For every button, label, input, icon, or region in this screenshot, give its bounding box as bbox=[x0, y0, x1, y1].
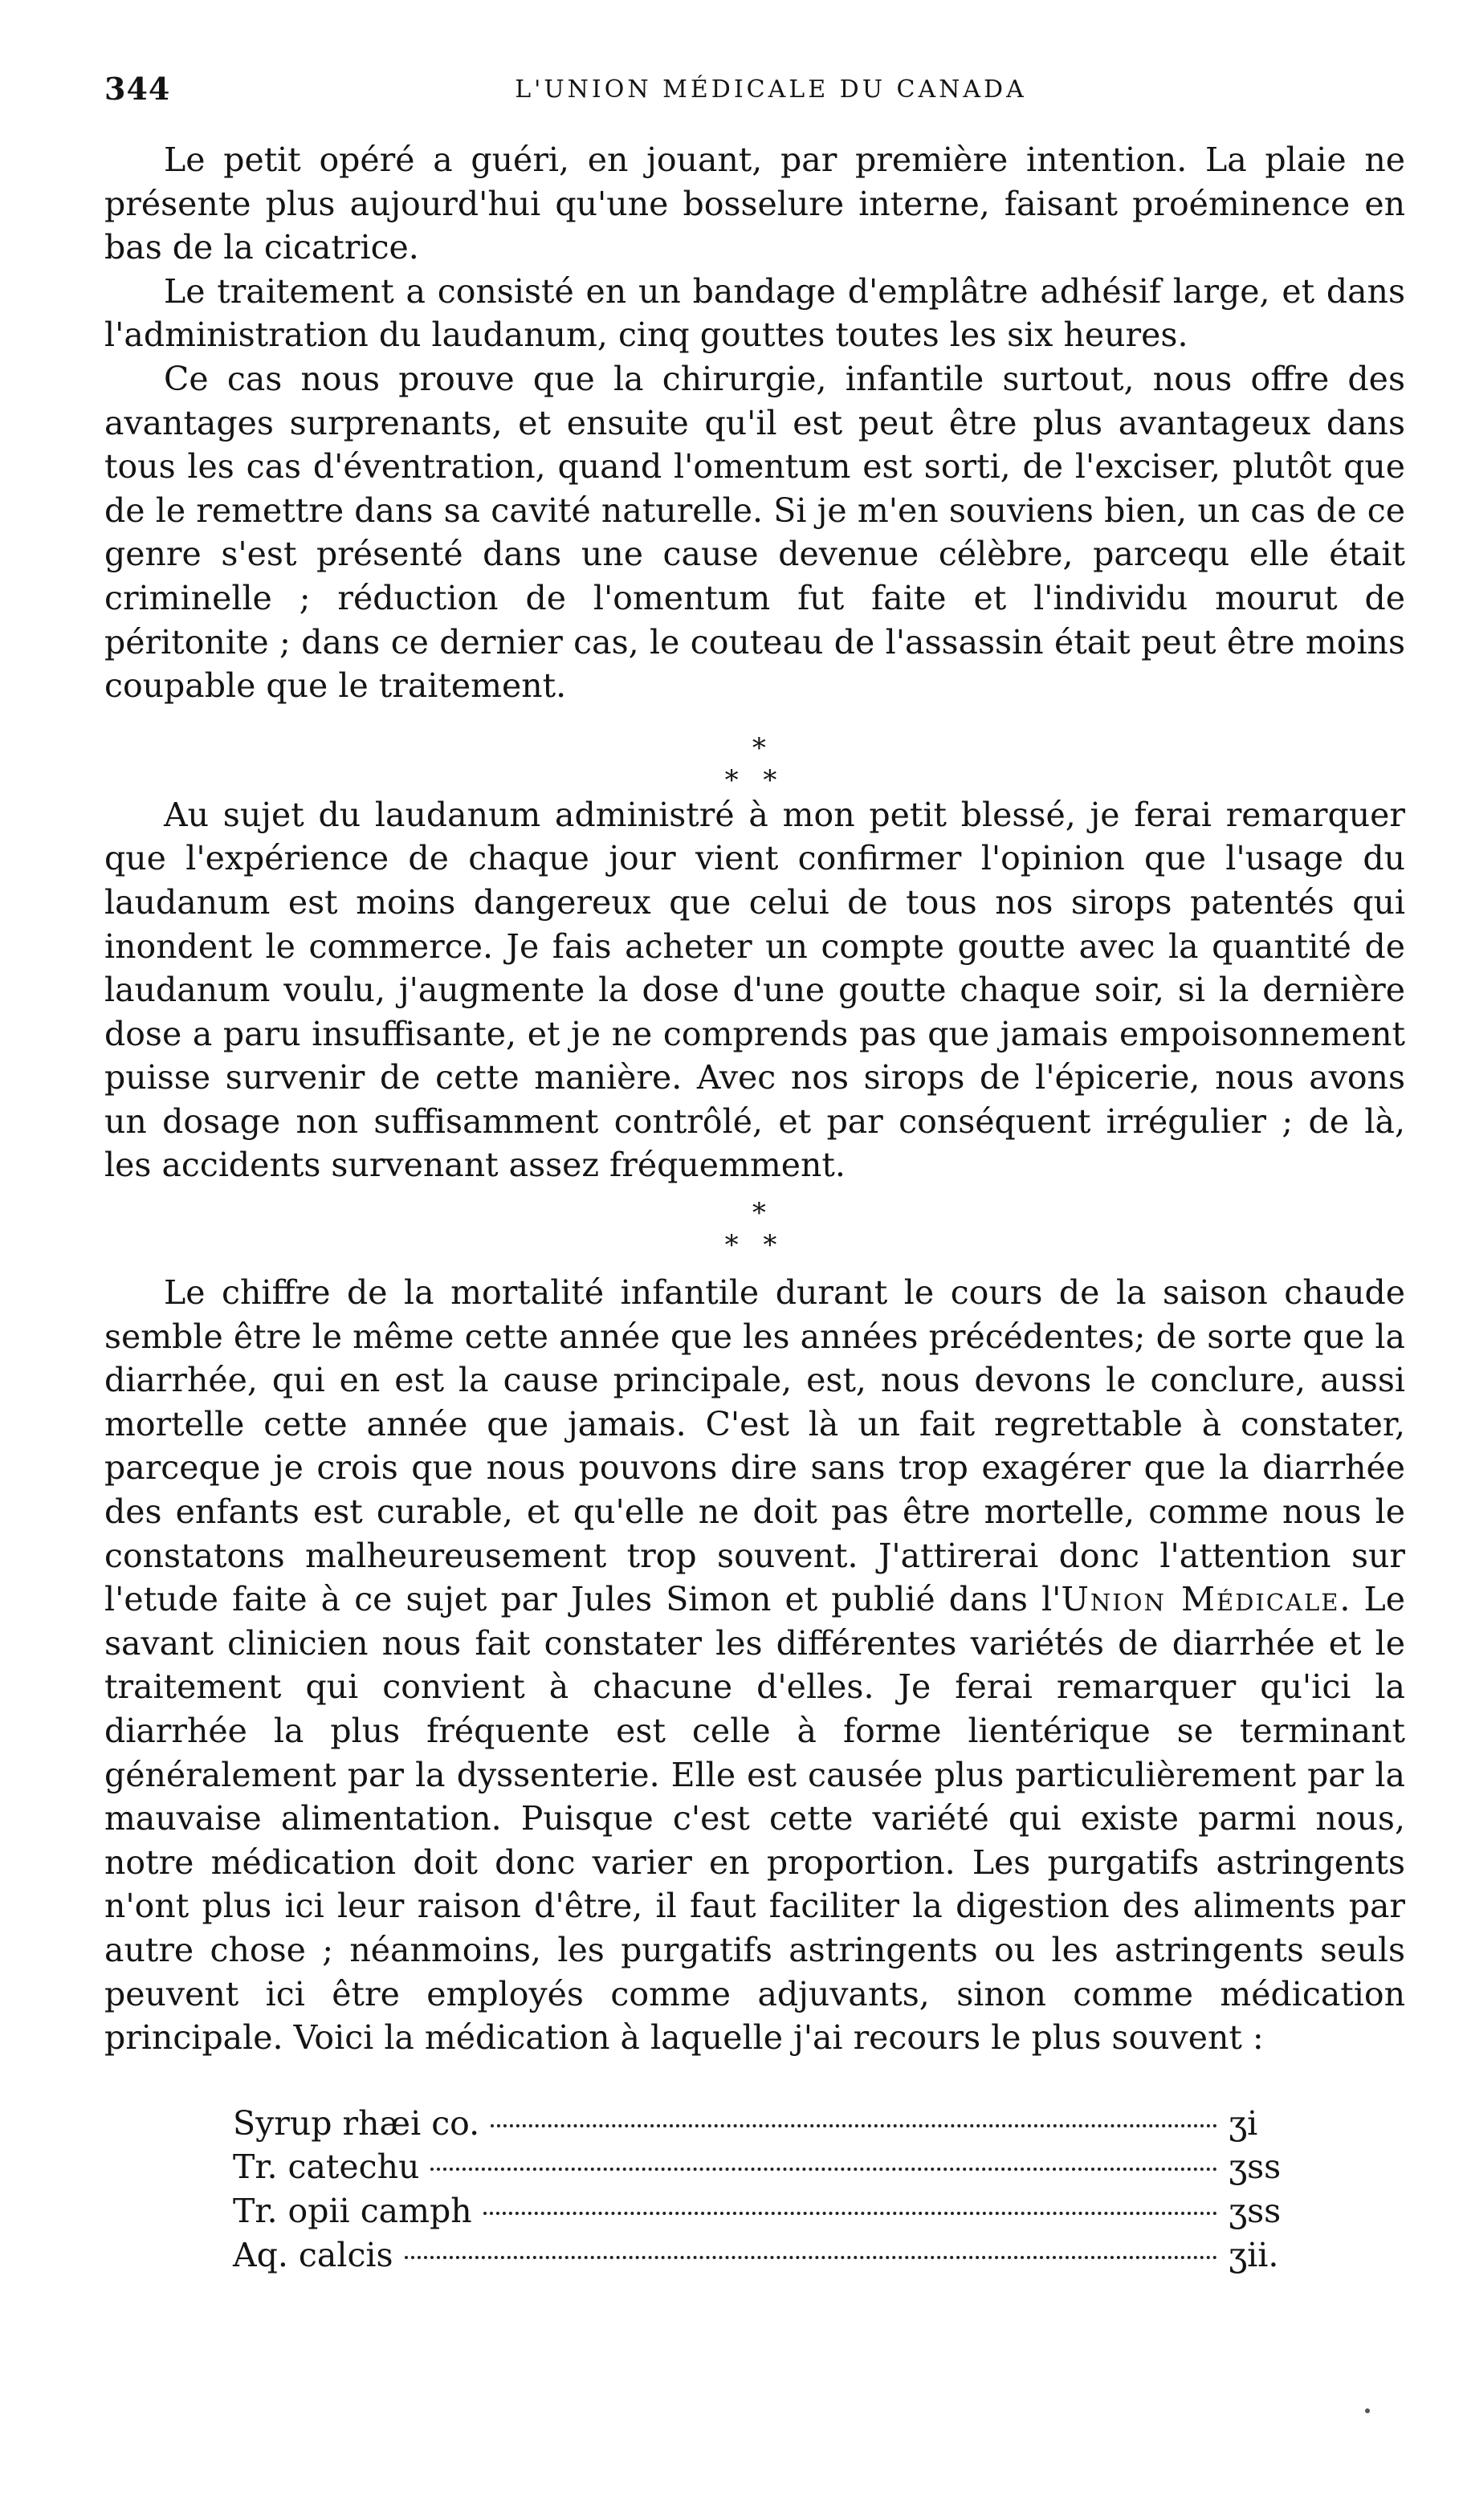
ingredient-quantity: ʒss bbox=[1229, 2191, 1282, 2230]
paragraph-laudanum: Au sujet du laudanum administré à mon petit blessé, je ferai remarquer que l'expérience de chaque jour vient confirmer l'opinion que l'usage du laudanum est moins dangereux que celui de tous nos sirops patentés qui inondent le commerce. Je fais acheter un compte goutte avec la quantité de laudanum voulu, j'augmente la dose d'une goutte chaque soir, si la dernière dose a paru insuffisante, et je ne comprends pas que jamais empoisonnement puisse survenir de cette manière. Avec nos sirops de l'épicerie, nous avons un dosage non suffisamment contrôlé, et par conséquent irrégulier ; de là, les accidents survenant assez fréquemment. bbox=[104, 795, 1405, 1185]
prescription-row bbox=[233, 2189, 1301, 2233]
ingredient-name: Tr. catechu bbox=[233, 2147, 420, 2187]
paragraph-recovery: Le petit opéré a guéri, en jouant, par première intention. La plaie ne présente plus aujourd'hui qu'une bosselure interne, faisant proéminence en bas de la cicatrice. bbox=[104, 140, 1405, 267]
dot-leader bbox=[430, 2168, 1217, 2171]
ingredient-quantity: ʒii. bbox=[1229, 2235, 1279, 2274]
prescription-row bbox=[233, 2145, 1301, 2189]
ingredient-name: Syrup rhæi co. bbox=[233, 2103, 480, 2143]
paragraph-mortality bbox=[104, 1271, 1405, 2060]
ingredient-name: Tr. opii camph bbox=[233, 2191, 472, 2230]
journal-title: L'UNION MÉDICALE DU CANADA bbox=[515, 75, 1027, 104]
asterism-glyph: * * * bbox=[724, 731, 785, 796]
paragraph-treatment: Le traitement a consisté en un bandage d'emplâtre adhésif large, et dans l'administration du laudanum, cinq gouttes toutes les six heures. bbox=[104, 271, 1405, 355]
prescription-list bbox=[233, 2102, 1301, 2277]
journal-reference: Union Médicale bbox=[1061, 1580, 1340, 1619]
paragraph-mortality-continuation: . Le savant clinicien nous fait constater les différentes variétés de diarrhée et le traitement qui convient à chacune d'elles. Je ferai remarquer qu'ici la diarrhée la plus fréquente est celle à forme lientérique se terminant généralement par la dyssenterie. Elle est causée plus particulièrement par la mauvaise alimentation. Puisque c'est cette variété qui existe parmi nous, notre médication doit donc varier en proportion. Les purgatifs astringents n'ont plus ici leur raison d'être, il faut faciliter la digestion des aliments par autre chose ; néanmoins, les purgatifs astringents ou les astringents seuls peuvent ici être employés comme adjuvants, sinon comme médication principale. Voici la médication à laquelle j'ai recours le plus souvent : bbox=[104, 1580, 1405, 2058]
paragraph-surgery: Ce cas nous prouve que la chirurgie, infantile surtout, nous offre des avantages surprenants, et ensuite qu'il est peut être plus avantageux dans tous les cas d'éventration, quand l'omentum est sorti, de l'exciser, plutôt que de le remettre dans sa cavité naturelle. Si je m'en souviens bien, un cas de ce genre s'est présenté dans une cause devenue célèbre, parcequ elle était criminelle ; réduction de l'omentum fut faite et l'individu mourut de péritonite ; dans ce dernier cas, le couteau de l'assassin était peut être moins coupable que le traitement. bbox=[104, 359, 1405, 706]
dot-leader bbox=[491, 2124, 1217, 2127]
running-head bbox=[104, 64, 1405, 120]
ingredient-name: Aq. calcis bbox=[233, 2235, 393, 2274]
section-separator bbox=[104, 708, 1405, 796]
prescription-row bbox=[233, 2102, 1301, 2146]
dot-leader bbox=[483, 2212, 1217, 2215]
paragraph-mortality-text: Le chiffre de la mortalité infantile durant le cours de la saison chaude semble être le même cette année que les années précédentes; de sorte que la diarrhée, qui en est la cause principale, est, nous devons le conclure, aussi mortelle cette année que jamais. C'est là un fait regrettable à constater, parceque je crois que nous pouvons dire sans trop exagérer que la diarrhée des enfants est curable, et qu'elle ne doit pas être mortelle, comme nous le constatons malheureusement trop souvent. J'attirerai donc l'attention sur l'etude faite à ce sujet par Jules Simon et publié dans l' bbox=[104, 1273, 1405, 1619]
print-speck bbox=[1365, 2408, 1370, 2413]
dot-leader bbox=[405, 2256, 1217, 2259]
page-number: 344 bbox=[104, 71, 171, 107]
document-page bbox=[104, 64, 1405, 2277]
section-separator bbox=[104, 1187, 1405, 1271]
asterism-glyph: * * * bbox=[724, 1197, 785, 1262]
ingredient-quantity: ʒi bbox=[1229, 2103, 1258, 2143]
prescription-row bbox=[233, 2233, 1301, 2278]
ingredient-quantity: ʒss bbox=[1229, 2147, 1282, 2187]
